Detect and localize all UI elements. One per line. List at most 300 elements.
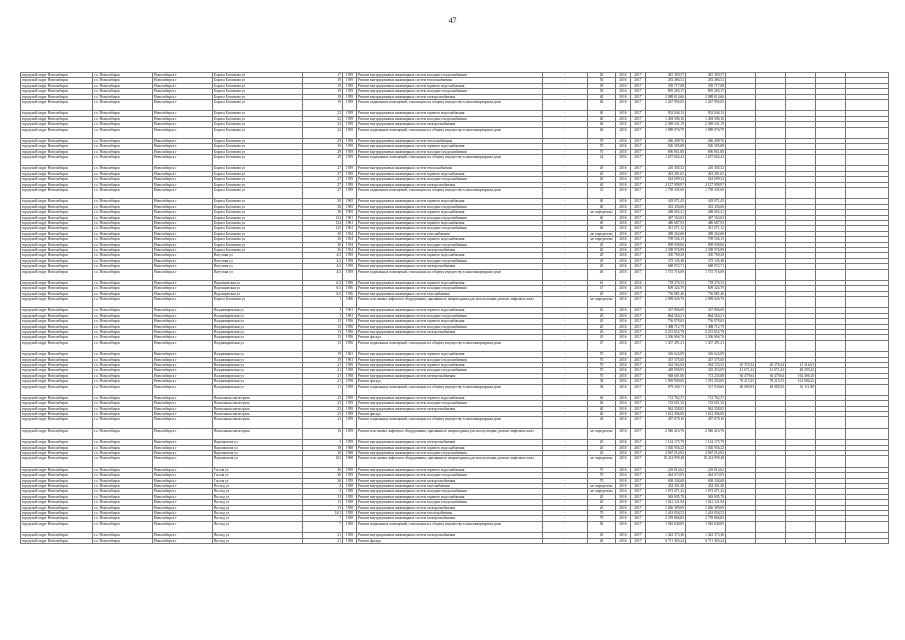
end-year-cell: 2017 bbox=[631, 440, 646, 445]
table-body bbox=[21, 73, 889, 544]
unit-cell: - bbox=[543, 357, 588, 362]
total-cell: 609 324,79 bbox=[686, 286, 726, 291]
house-cell: 6/2 bbox=[303, 280, 343, 285]
empty-cell bbox=[846, 384, 889, 395]
year-cell: 1956 bbox=[343, 280, 357, 285]
unit-cell: - bbox=[543, 177, 588, 182]
settlement-cell: Новосибирск г bbox=[153, 379, 213, 384]
work-cell bbox=[357, 428, 543, 439]
work-cell: Ремонт внутридомовых инженерных систем холодного водоснабжения bbox=[357, 149, 543, 154]
work-cell: Ремонт внутридомовых инженерных систем горячего водоснабжения bbox=[357, 144, 543, 149]
settlement-cell: Новосибирск г bbox=[153, 220, 213, 225]
end-year-cell: 2017 bbox=[631, 220, 646, 225]
settlement-cell: Новосибирск г bbox=[153, 149, 213, 154]
cost-cell: 375 145,48 bbox=[646, 258, 686, 263]
unit-cell: - bbox=[543, 242, 588, 247]
settlement-cell: Новосибирск г bbox=[153, 440, 213, 445]
street-cell: Бориса Богаткова ул bbox=[213, 188, 303, 199]
settlement-cell: Новосибирск г bbox=[153, 155, 213, 166]
end-year-cell: 2017 bbox=[631, 484, 646, 489]
house-cell: 22 bbox=[303, 116, 343, 121]
fund-cell-2 bbox=[756, 99, 786, 110]
settlement-cell: Новосибирск г bbox=[153, 384, 213, 395]
total-cell: 1 494 586,16 bbox=[686, 116, 726, 121]
start-year-cell: 2016 bbox=[616, 291, 631, 296]
unit-cell: - bbox=[543, 473, 588, 478]
table-row bbox=[21, 127, 889, 138]
start-year-cell: 2016 bbox=[616, 78, 631, 83]
capital-repair-table bbox=[20, 72, 889, 544]
cost-cell: 864 564,21 bbox=[646, 313, 686, 318]
settlement-cell: Новосибирск г bbox=[153, 253, 213, 258]
locality-cell: г.о. Новосибирск bbox=[93, 500, 153, 505]
cost-cell: 356 717,08 bbox=[646, 83, 686, 88]
cost-cell: 2 067 214,83 bbox=[646, 451, 686, 456]
year-cell: 1959 bbox=[343, 177, 357, 182]
start-year-cell: 2016 bbox=[616, 428, 631, 439]
district-cell: городской округ Новосибирск bbox=[21, 533, 93, 538]
cost-cell: 1 422 373,36 bbox=[646, 533, 686, 538]
street-cell: Вокзальная магистраль bbox=[213, 428, 303, 439]
work-cell: Ремонт внутридомовых инженерных систем электроснабжения bbox=[357, 247, 543, 252]
year-cell: 1959 bbox=[343, 401, 357, 406]
district-cell: городской округ Новосибирск bbox=[21, 384, 93, 395]
district-cell: городской округ Новосибирск bbox=[21, 428, 93, 439]
house-cell: 124 bbox=[303, 220, 343, 225]
locality-cell: г.о. Новосибирск bbox=[93, 297, 153, 308]
fund-cell-1 bbox=[726, 155, 756, 166]
street-cell: Гоголя ул bbox=[213, 478, 303, 483]
cost-cell: 805 205,17 bbox=[646, 89, 686, 94]
unit-cell: - bbox=[543, 73, 588, 78]
settlement-cell: Новосибирск г bbox=[153, 510, 213, 515]
street-cell: Бориса Богаткова ул bbox=[213, 94, 303, 99]
end-year-cell: 2017 bbox=[631, 335, 646, 340]
unit-cell: - bbox=[543, 401, 588, 406]
end-year-cell: 2017 bbox=[631, 521, 646, 532]
total-cell: 229 814,62 bbox=[686, 467, 726, 472]
year-cell: 1954 bbox=[343, 231, 357, 236]
street-cell: Бориса Богаткова ул bbox=[213, 231, 303, 236]
year-cell: 1956 bbox=[343, 330, 357, 335]
district-cell: городской округ Новосибирск bbox=[21, 297, 93, 308]
year-cell: 1959 bbox=[343, 417, 357, 428]
locality-cell: г.о. Новосибирск bbox=[93, 395, 153, 400]
start-year-cell: 2016 bbox=[616, 127, 631, 138]
total-cell: 1 427 992,05 bbox=[686, 99, 726, 110]
end-year-cell: 2017 bbox=[631, 122, 646, 127]
total-cell: 1 206 866,76 bbox=[686, 335, 726, 340]
cost-cell: 2 508 976,99 bbox=[646, 247, 686, 252]
year-cell: 1959 bbox=[343, 89, 357, 94]
settlement-cell: Новосибирск г bbox=[153, 484, 213, 489]
start-year-cell: 2016 bbox=[616, 297, 631, 308]
start-year-cell: 2016 bbox=[616, 445, 631, 450]
end-year-cell: 2017 bbox=[631, 473, 646, 478]
locality-cell: г.о. Новосибирск bbox=[93, 83, 153, 88]
fund-cell-2: 41 671,22 bbox=[756, 368, 786, 373]
empty-cell bbox=[846, 269, 889, 280]
house-cell: 30 bbox=[303, 199, 343, 204]
qty-cell: не определено bbox=[588, 237, 616, 242]
house-cell: 36 bbox=[303, 231, 343, 236]
work-cell: Ремонт внутридомовых инженерных систем электроснабжения bbox=[357, 406, 543, 411]
end-year-cell: 2017 bbox=[631, 144, 646, 149]
district-cell: городской округ Новосибирск bbox=[21, 500, 93, 505]
locality-cell: г.о. Новосибирск bbox=[93, 253, 153, 258]
locality-cell: г.о. Новосибирск bbox=[93, 456, 153, 467]
year-cell: 1958 bbox=[343, 521, 357, 532]
cost-cell: 2 127 998,97 bbox=[646, 182, 686, 187]
end-year-cell: 2017 bbox=[631, 247, 646, 252]
end-year-cell: 2017 bbox=[631, 264, 646, 269]
year-cell: 1958 bbox=[343, 384, 357, 395]
work-cell: Ремонт внутридомовых инженерных систем теплоснабжения bbox=[357, 510, 543, 515]
locality-cell: г.о. Новосибирск bbox=[93, 373, 153, 378]
house-cell: 4/2 bbox=[303, 253, 343, 258]
locality-cell: г.о. Новосибирск bbox=[93, 521, 153, 532]
fund-cell-2: 36 479,64 bbox=[756, 373, 786, 378]
street-cell: Бориса Богаткова ул bbox=[213, 199, 303, 204]
start-year-cell: 2016 bbox=[616, 116, 631, 121]
district-cell: городской округ Новосибирск bbox=[21, 247, 93, 252]
cost-cell: 718 276,32 bbox=[646, 280, 686, 285]
settlement-cell: Новосибирск г bbox=[153, 489, 213, 494]
table-row bbox=[21, 521, 889, 532]
locality-cell: г.о. Новосибирск bbox=[93, 231, 153, 236]
cost-cell: 388 262,66 bbox=[646, 231, 686, 236]
fund-cell-3 bbox=[786, 428, 816, 439]
locality-cell: г.о. Новосибирск bbox=[93, 78, 153, 83]
fund-cell-1: 20 376,34 bbox=[726, 362, 756, 367]
cost-cell: 506 305,08 bbox=[646, 144, 686, 149]
unit-cell: - bbox=[543, 83, 588, 88]
street-cell: Восход ул bbox=[213, 521, 303, 532]
end-year-cell: 2017 bbox=[631, 538, 646, 543]
qty-cell: 20 bbox=[588, 258, 616, 263]
end-year-cell: 2017 bbox=[631, 428, 646, 439]
locality-cell: г.о. Новосибирск bbox=[93, 269, 153, 280]
end-year-cell: 2017 bbox=[631, 494, 646, 499]
house-cell: 23 bbox=[303, 417, 343, 428]
street-cell: Ворошилова ул bbox=[213, 456, 303, 467]
street-cell: Владимировская ул bbox=[213, 352, 303, 357]
total-cell: 1 073 471,22 bbox=[686, 489, 726, 494]
qty-cell: 70 bbox=[588, 516, 616, 521]
start-year-cell: 2016 bbox=[616, 484, 631, 489]
street-cell: Ворошилова ул bbox=[213, 445, 303, 450]
house-cell: 29 bbox=[303, 149, 343, 154]
street-cell: Владимировская ул bbox=[213, 319, 303, 324]
end-year-cell: 2017 bbox=[631, 357, 646, 362]
settlement-cell: Новосибирск г bbox=[153, 247, 213, 252]
unit-cell: - bbox=[543, 484, 588, 489]
work-description: Ремонт подвальных помещений, относящихся к общему имуществу в многоквартирном доме bbox=[358, 155, 502, 160]
cost-cell: 432 436,66 bbox=[646, 204, 686, 209]
district-cell: городской округ Новосибирск bbox=[21, 521, 93, 532]
year-cell: 1958 bbox=[343, 362, 357, 367]
house-cell: 4/2 bbox=[303, 269, 343, 280]
qty-cell: 50 bbox=[588, 83, 616, 88]
district-cell: городской округ Новосибирск bbox=[21, 204, 93, 209]
settlement-cell: Новосибирск г bbox=[153, 500, 213, 505]
locality-cell: г.о. Новосибирск bbox=[93, 171, 153, 176]
unit-cell: - bbox=[543, 313, 588, 318]
street-cell: Ватутина ул bbox=[213, 264, 303, 269]
empty-cell bbox=[846, 188, 889, 199]
start-year-cell: 2016 bbox=[616, 308, 631, 313]
district-cell: городской округ Новосибирск bbox=[21, 280, 93, 285]
settlement-cell: Новосибирск г bbox=[153, 340, 213, 351]
settlement-cell: Новосибирск г bbox=[153, 171, 213, 176]
fund-cell-3 bbox=[786, 521, 816, 532]
end-year-cell: 2017 bbox=[631, 127, 646, 138]
start-year-cell: 2016 bbox=[616, 237, 631, 242]
house-cell: 13 bbox=[303, 505, 343, 510]
qty-cell: 40 bbox=[588, 182, 616, 187]
house-cell: 4 bbox=[303, 489, 343, 494]
street-cell: Бориса Богаткова ул bbox=[213, 204, 303, 209]
unit-cell: - bbox=[543, 269, 588, 280]
unit-cell: - bbox=[543, 440, 588, 445]
unit-cell: - bbox=[543, 116, 588, 121]
start-year-cell: 2016 bbox=[616, 253, 631, 258]
work-cell bbox=[357, 521, 543, 532]
end-year-cell: 2017 bbox=[631, 368, 646, 373]
cost-cell: 401 281,65 bbox=[646, 171, 686, 176]
settlement-cell: Новосибирск г bbox=[153, 231, 213, 236]
district-cell: городской округ Новосибирск bbox=[21, 127, 93, 138]
cost-cell: 1 969 900,00 bbox=[646, 379, 686, 384]
settlement-cell: Новосибирск г bbox=[153, 330, 213, 335]
year-cell: 1966 bbox=[343, 297, 357, 308]
settlement-cell: Новосибирск г bbox=[153, 478, 213, 483]
qty-cell: 70 bbox=[588, 149, 616, 154]
cost-cell: 266 408,76 bbox=[646, 138, 686, 143]
unit-cell: - bbox=[543, 237, 588, 242]
district-cell: городской округ Новосибирск bbox=[21, 510, 93, 515]
settlement-cell: Новосибирск г bbox=[153, 406, 213, 411]
unit-cell: - bbox=[543, 220, 588, 225]
settlement-cell: Новосибирск г bbox=[153, 122, 213, 127]
settlement-cell: Новосибирск г bbox=[153, 308, 213, 313]
unit-cell: - bbox=[543, 467, 588, 472]
start-year-cell: 2016 bbox=[616, 319, 631, 324]
settlement-cell: Новосибирск г bbox=[153, 335, 213, 340]
unit-cell: - bbox=[543, 445, 588, 450]
start-year-cell: 2016 bbox=[616, 177, 631, 182]
unit-cell: - bbox=[543, 373, 588, 378]
street-cell: Восход ул bbox=[213, 494, 303, 499]
house-cell: 23 bbox=[303, 395, 343, 400]
district-cell: городской округ Новосибирск bbox=[21, 368, 93, 373]
street-cell: Ворошилова ул bbox=[213, 451, 303, 456]
year-cell: 1958 bbox=[343, 494, 357, 499]
qty-cell: 20 bbox=[588, 500, 616, 505]
house-cell: 36 bbox=[303, 473, 343, 478]
house-cell: 29 bbox=[303, 138, 343, 143]
fund-cell-3 bbox=[786, 297, 816, 308]
year-cell: 1956 bbox=[343, 319, 357, 324]
total-cell: 1 457 491,21 bbox=[686, 340, 726, 351]
locality-cell: г.о. Новосибирск bbox=[93, 440, 153, 445]
qty-cell: не определено bbox=[588, 428, 616, 439]
street-cell: Вокзальная магистраль bbox=[213, 395, 303, 400]
end-year-cell: 2017 bbox=[631, 417, 646, 428]
house-cell: 16 bbox=[303, 428, 343, 439]
qty-cell: 50 bbox=[588, 78, 616, 83]
qty-cell: 20 bbox=[588, 324, 616, 329]
settlement-cell: Новосибирск г bbox=[153, 324, 213, 329]
start-year-cell: 2016 bbox=[616, 473, 631, 478]
empty-cell bbox=[846, 428, 889, 439]
house-cell: 13 bbox=[303, 500, 343, 505]
cost-cell: 1 945 640,85 bbox=[646, 521, 686, 532]
work-cell: Ремонт внутридомовых инженерных систем электроснабжения bbox=[357, 330, 543, 335]
unit-cell: - bbox=[543, 379, 588, 384]
district-cell: городской округ Новосибирск bbox=[21, 215, 93, 220]
settlement-cell: Новосибирск г bbox=[153, 417, 213, 428]
house-cell: 13 bbox=[303, 340, 343, 351]
district-cell: городской округ Новосибирск bbox=[21, 489, 93, 494]
total-cell: 363 695,70 bbox=[686, 494, 726, 499]
year-cell: 1961 bbox=[343, 220, 357, 225]
district-cell: городской округ Новосибирск bbox=[21, 138, 93, 143]
end-year-cell: 2017 bbox=[631, 204, 646, 209]
work-cell: Ремонт внутридомовых инженерных систем холодного водоснабжения bbox=[357, 242, 543, 247]
total-cell: 709 536,15 bbox=[686, 237, 726, 242]
house-cell: 13 bbox=[303, 330, 343, 335]
total-cell: 264 723,35 bbox=[686, 362, 726, 367]
work-cell: Ремонт внутридомовых инженерных систем электроснабжения bbox=[357, 533, 543, 538]
start-year-cell: 2016 bbox=[616, 538, 631, 543]
start-year-cell: 2016 bbox=[616, 340, 631, 351]
qty-cell: 40 bbox=[588, 401, 616, 406]
fund-cell-3 bbox=[786, 155, 816, 166]
end-year-cell: 2017 bbox=[631, 99, 646, 110]
fund-cell-1: 48 085,83 bbox=[726, 384, 756, 395]
total-cell: 1 498 712,79 bbox=[686, 324, 726, 329]
end-year-cell: 2016 bbox=[631, 280, 646, 285]
start-year-cell: 2016 bbox=[616, 406, 631, 411]
cost-cell: 449 090,95 bbox=[646, 368, 686, 373]
district-cell: городской округ Новосибирск bbox=[21, 516, 93, 521]
unit-cell: - bbox=[543, 335, 588, 340]
empty-cell bbox=[846, 538, 889, 543]
qty-cell: 70 bbox=[588, 467, 616, 472]
start-year-cell: 2016 bbox=[616, 456, 631, 467]
total-cell: 756 981,46 bbox=[686, 291, 726, 296]
street-cell: Бориса Богаткова ул bbox=[213, 99, 303, 110]
street-cell: Ворошилова ул bbox=[213, 440, 303, 445]
start-year-cell: 2016 bbox=[616, 122, 631, 127]
district-cell: городской округ Новосибирск bbox=[21, 412, 93, 417]
unit-cell: - bbox=[543, 538, 588, 543]
district-cell: городской округ Новосибирск bbox=[21, 373, 93, 378]
settlement-cell: Новосибирск г bbox=[153, 269, 213, 280]
fund-cell-1 bbox=[726, 456, 756, 467]
cost-cell: 668 972,71 bbox=[646, 264, 686, 269]
year-cell: 1958 bbox=[343, 516, 357, 521]
end-year-cell: 2017 bbox=[631, 94, 646, 99]
start-year-cell: 2016 bbox=[616, 533, 631, 538]
fund-cell-2 bbox=[756, 188, 786, 199]
table-row bbox=[21, 297, 889, 308]
start-year-cell: 2016 bbox=[616, 412, 631, 417]
locality-cell: г.о. Новосибирск bbox=[93, 99, 153, 110]
total-cell: 808 008,06 bbox=[686, 242, 726, 247]
work-cell: Ремонт внутридомовых инженерных систем холодного водоснабжения bbox=[357, 286, 543, 291]
work-cell: Ремонт внутридомовых инженерных систем электроснабжения bbox=[357, 373, 543, 378]
district-cell: городской округ Новосибирск bbox=[21, 149, 93, 154]
year-cell: 1959 bbox=[343, 99, 357, 110]
street-cell: Вокзальная магистраль bbox=[213, 412, 303, 417]
work-cell: Ремонт внутридомовых инженерных систем теплоснабжения bbox=[357, 138, 543, 143]
locality-cell: г.о. Новосибирск bbox=[93, 144, 153, 149]
qty-cell: 40 bbox=[588, 406, 616, 411]
total-cell: 451 071,12 bbox=[686, 226, 726, 231]
street-cell: Бориса Богаткова ул bbox=[213, 220, 303, 225]
work-description: Ремонт подвальных помещений, относящихся к общему имуществу в многоквартирном доме bbox=[358, 340, 502, 345]
end-year-cell: 2017 bbox=[631, 291, 646, 296]
year-cell: 1959 bbox=[343, 111, 357, 116]
locality-cell: г.о. Новосибирск bbox=[93, 258, 153, 263]
table-row bbox=[21, 428, 889, 439]
cost-cell: 962 358,05 bbox=[646, 406, 686, 411]
qty-cell: не определено bbox=[588, 297, 616, 308]
year-cell: 1959 bbox=[343, 467, 357, 472]
year-cell: 1959 bbox=[343, 269, 357, 280]
unit-cell: - bbox=[543, 286, 588, 291]
start-year-cell: 2016 bbox=[616, 362, 631, 367]
total-cell: 1 021 121,94 bbox=[686, 500, 726, 505]
total-cell: 723 651,32 bbox=[686, 401, 726, 406]
qty-cell: 40 bbox=[588, 73, 616, 78]
work-cell: Ремонт внутридомовых инженерных систем холодного водоснабжения bbox=[357, 116, 543, 121]
end-year-cell: 2017 bbox=[631, 324, 646, 329]
cost-cell: 2 909 626,76 bbox=[646, 297, 686, 308]
cost-cell: 1 036 389,00 bbox=[646, 505, 686, 510]
start-year-cell: 2016 bbox=[616, 286, 631, 291]
district-cell: городской округ Новосибирск bbox=[21, 484, 93, 489]
year-cell: 1959 bbox=[343, 78, 357, 83]
cost-cell: 1 427 992,05 bbox=[646, 99, 686, 110]
fund-cell-3 bbox=[786, 99, 816, 110]
start-year-cell: 2016 bbox=[616, 335, 631, 340]
district-cell: городской округ Новосибирск bbox=[21, 440, 93, 445]
locality-cell: г.о. Новосибирск bbox=[93, 127, 153, 138]
district-cell: городской округ Новосибирск bbox=[21, 324, 93, 329]
year-cell: 1959 bbox=[343, 188, 357, 199]
year-cell: 1954 bbox=[343, 242, 357, 247]
start-year-cell: 2016 bbox=[616, 155, 631, 166]
street-cell: Бориса Богаткова ул bbox=[213, 73, 303, 78]
start-year-cell: 2016 bbox=[616, 220, 631, 225]
cost-cell: 10 412 959,48 bbox=[646, 456, 686, 467]
street-cell: Воронцовская ул bbox=[213, 280, 303, 285]
year-cell: 1958 bbox=[343, 505, 357, 510]
house-cell: 36 bbox=[303, 210, 343, 215]
unit-cell: - bbox=[543, 99, 588, 110]
qty-cell: 40 bbox=[588, 395, 616, 400]
year-cell: 1959 bbox=[343, 73, 357, 78]
total-cell: 266 408,76 bbox=[686, 138, 726, 143]
street-cell: Восход ул bbox=[213, 505, 303, 510]
unit-cell: - bbox=[543, 247, 588, 252]
table-row bbox=[21, 340, 889, 351]
locality-cell: г.о. Новосибирск bbox=[93, 494, 153, 499]
locality-cell: г.о. Новосибирск bbox=[93, 247, 153, 252]
